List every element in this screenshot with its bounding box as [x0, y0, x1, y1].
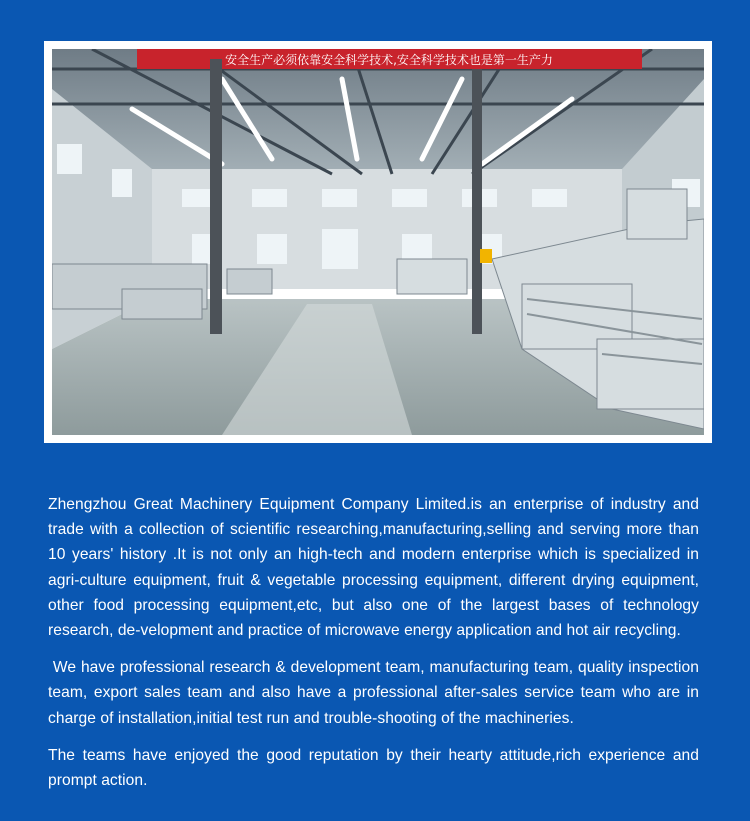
banner-text: 安全生产必须依靠安全科学技术,安全科学技术也是第一生产力 [225, 53, 553, 67]
factory-floor-photo [52, 49, 704, 435]
teams-paragraph: We have professional research & development team, manufacturing team, quality inspection team, export sales team and also have a professional after-sales service team who are in charge of installation,initial test run and trouble-shooting of the machineries. [48, 659, 699, 727]
company-description [48, 492, 699, 805]
factory-photo-frame [44, 41, 712, 443]
reputation-paragraph: The teams have enjoyed the good reputation by their hearty attitude,rich experience and prompt action. [48, 746, 699, 790]
intro-paragraph: Zhengzhou Great Machinery Equipment Company Limited.is an enterprise of industry and trade with a collection of scientific researching,manufacturing,selling and serving more than 10 years' history .It is not only an high-tech and modern enterprise which is specialized in agri-culture equipment, fruit & vegetable processing equipment, different drying equipment, other food processing equipment,etc, but also one of the largest bases of technology research, de-velopment and practice of microwave energy application and hot air recycling. [48, 496, 699, 640]
